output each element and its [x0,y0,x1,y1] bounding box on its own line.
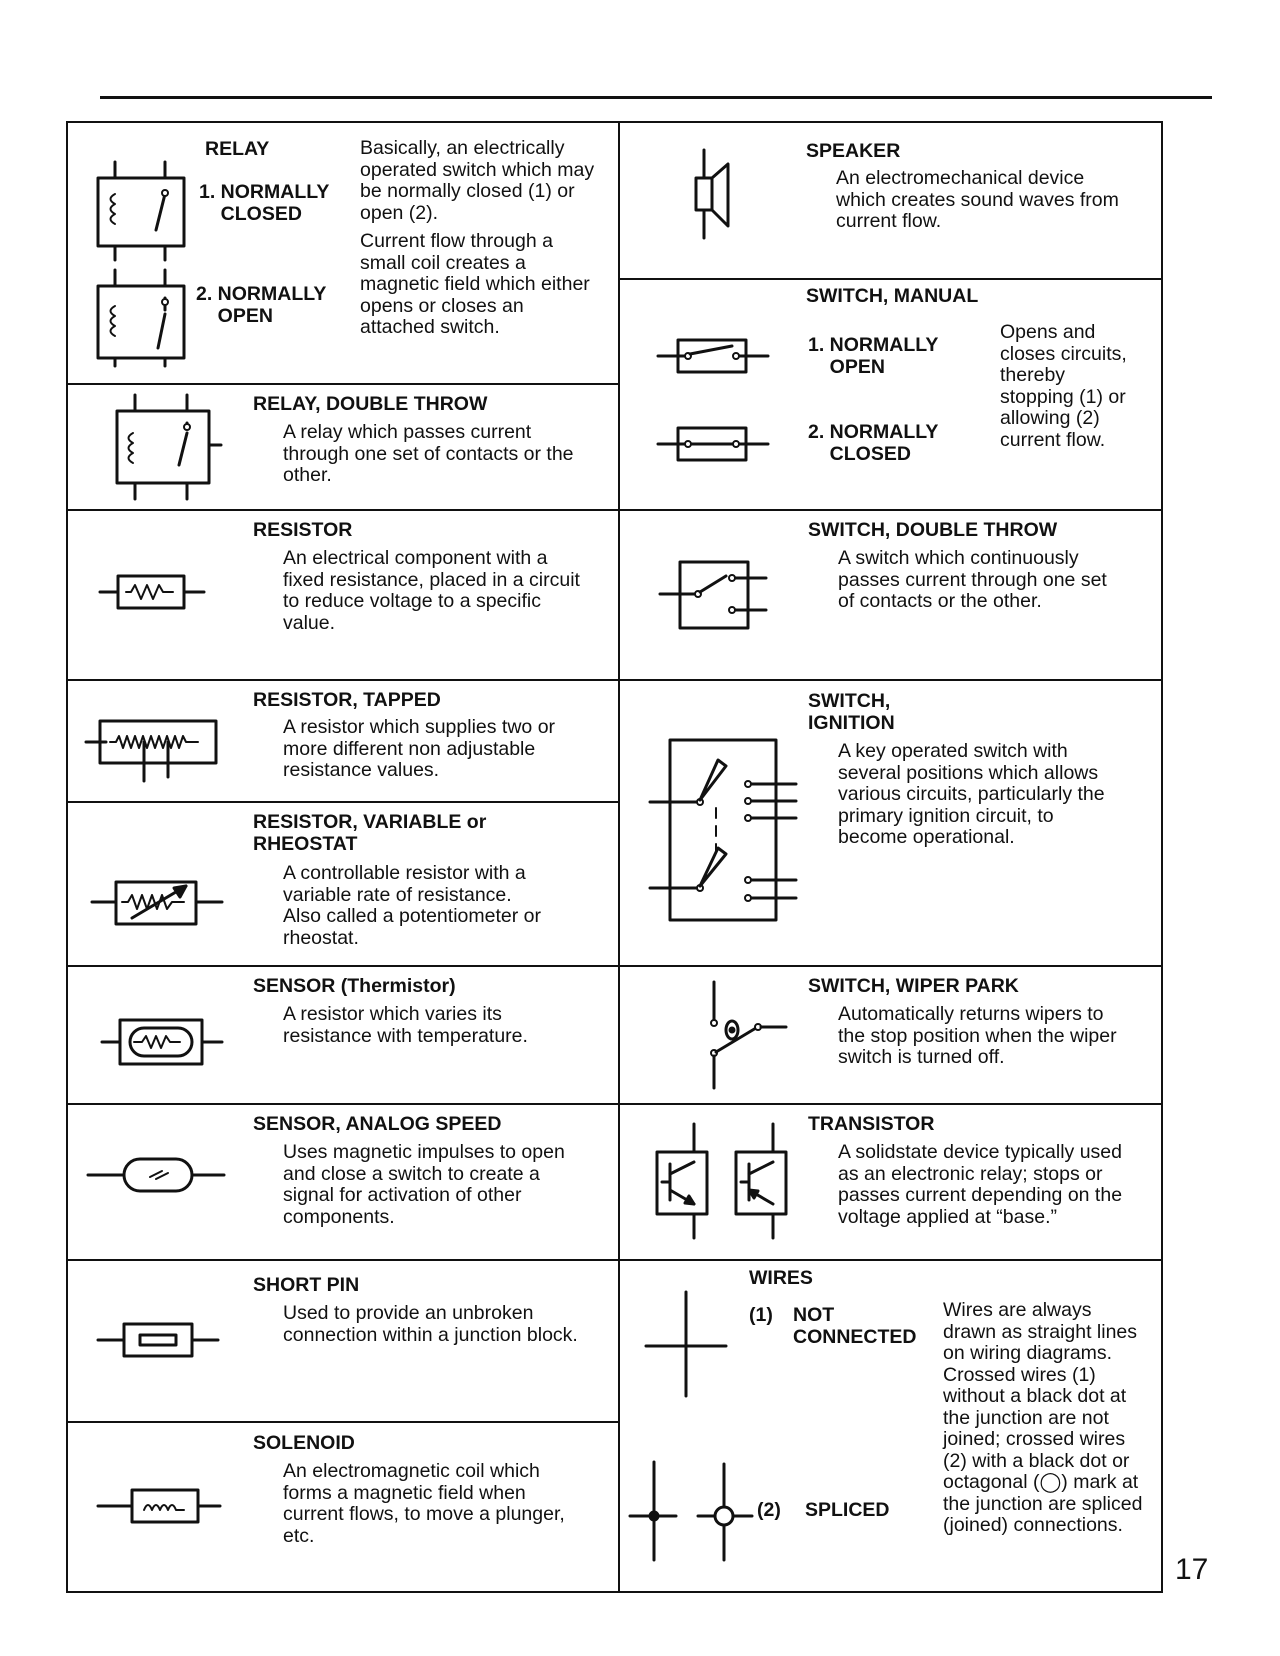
switch-double-throw-icon [660,558,775,633]
resistor-tapped-icon [86,715,231,785]
wires-desc: Wires are always drawn as straight lines on wiring diagrams. Crossed wires (1) without a black dot at the junction are not joined; crossed wires (2) with a black dot or octagonal (◯) mark at the junction are spliced (joined) connections. [943,1299,1143,1536]
relay-double-throw-desc: A relay which passes current through one set of contacts or the other. [283,421,574,486]
short-pin-icon [98,1318,223,1362]
header-rule [100,96,1212,99]
row-divider [619,1103,1163,1105]
wiper-park-switch-title: SWITCH, WIPER PARK [808,975,1019,997]
row-divider [619,509,1163,511]
resistor-icon [100,572,210,612]
solenoid-icon [98,1484,223,1528]
switch-manual-option-1: 1. NORMALLY OPEN [808,334,939,378]
wiper-park-switch-icon [700,980,790,1090]
speaker-desc: An electromechanical device which creates sound waves from current flow. [836,167,1119,232]
row-divider [66,1421,619,1423]
thermistor-title: SENSOR (Thermistor) [253,975,456,997]
row-divider [619,965,1163,967]
transistor-desc: A solidstate device typically used as an electronic relay; stops or passes current depending on the voltage applied at “base.” [838,1141,1123,1228]
row-divider [66,801,619,803]
switch-manual-nc-icon [658,424,773,464]
relay-double-throw-title: RELAY, DOUBLE THROW [253,393,488,415]
relay-option-2: 2. NORMALLY OPEN [196,283,327,327]
speaker-icon [690,148,750,243]
speaker-title: SPEAKER [806,140,901,162]
short-pin-title: SHORT PIN [253,1274,360,1296]
row-divider [66,509,619,511]
switch-manual-option-2: 2. NORMALLY CLOSED [808,421,939,465]
analog-speed-sensor-icon [88,1153,228,1197]
switch-manual-desc: Opens and closes circuits, thereby stopping (1) or allowing (2) current flow. [1000,321,1127,451]
row-divider [66,383,619,385]
relay-desc: Basically, an electrically operated switch which may be normally closed (1) or open (2). [360,137,595,224]
transistor-icon [652,1122,792,1238]
wires-not-connected-label: NOT CONNECTED [793,1304,917,1348]
analog-speed-sensor-title: SENSOR, ANALOG SPEED [253,1113,502,1135]
switch-double-throw-desc: A switch which continuously passes current through one set of contacts or the other. [838,547,1107,612]
analog-speed-sensor-desc: Uses magnetic impulses to open and close a switch to create a signal for activation of other components. [283,1141,565,1228]
thermistor-desc: A resistor which varies its resistance with temperature. [283,1003,528,1047]
resistor-tapped-title: RESISTOR, TAPPED [253,689,441,711]
switch-double-throw-title: SWITCH, DOUBLE THROW [808,519,1058,541]
relay-double-throw-icon [105,393,225,503]
relay-no-icon [90,270,190,370]
resistor-tapped-desc: A resistor which supplies two or more different non adjustable resistance values. [283,716,556,781]
row-divider [66,1103,619,1105]
switch-manual-title: SWITCH, MANUAL [806,285,979,307]
wires-spliced-label: SPLICED [805,1499,890,1521]
relay-title: RELAY [205,138,270,160]
relay-desc-2: Current flow through a small coil creates a magnetic field which either opens or closes an attached switch. [360,230,590,338]
column-divider [618,121,620,1593]
rheostat-desc: A controllable resistor with a variable rate of resistance. Also called a potentiometer or rheostat. [283,862,541,949]
ignition-switch-desc: A key operated switch with several positions which allows various circuits, particularly the primary ignition circuit, to become operational. [838,740,1105,848]
solenoid-desc: An electromagnetic coil which forms a magnetic field when current flows, to move a plunger, etc. [283,1460,565,1547]
wiper-park-switch-desc: Automatically returns wipers to the stop position when the wiper switch is turned off. [838,1003,1117,1068]
row-divider [66,965,619,967]
relay-option-1: 1. NORMALLY CLOSED [199,181,330,225]
wires-title: WIRES [749,1267,813,1289]
row-divider [619,1259,1163,1261]
short-pin-desc: Used to provide an unbroken connection within a junction block. [283,1302,578,1346]
wires-number-1: (1) [749,1304,773,1326]
solenoid-title: SOLENOID [253,1432,355,1454]
row-divider [619,679,1163,681]
resistor-desc: An electrical component with a fixed resistance, placed in a circuit to reduce voltage to a specific value. [283,547,580,634]
rheostat-icon [92,872,227,932]
ignition-switch-icon [650,738,800,924]
page-number: 17 [1175,1553,1209,1586]
row-divider [66,1259,619,1261]
wires-not-connected-icon [644,1290,729,1400]
transistor-title: TRANSISTOR [808,1113,935,1135]
ignition-switch-title: SWITCH, IGNITION [808,690,895,734]
wires-number-2: (2) [757,1499,781,1521]
resistor-title: RESISTOR [253,519,353,541]
rheostat-title: RESISTOR, VARIABLE or RHEOSTAT [253,811,487,855]
thermistor-icon [102,1012,227,1072]
switch-manual-no-icon [658,336,773,376]
row-divider [66,679,619,681]
row-divider [619,278,1163,280]
wires-spliced-icon [628,1460,758,1565]
